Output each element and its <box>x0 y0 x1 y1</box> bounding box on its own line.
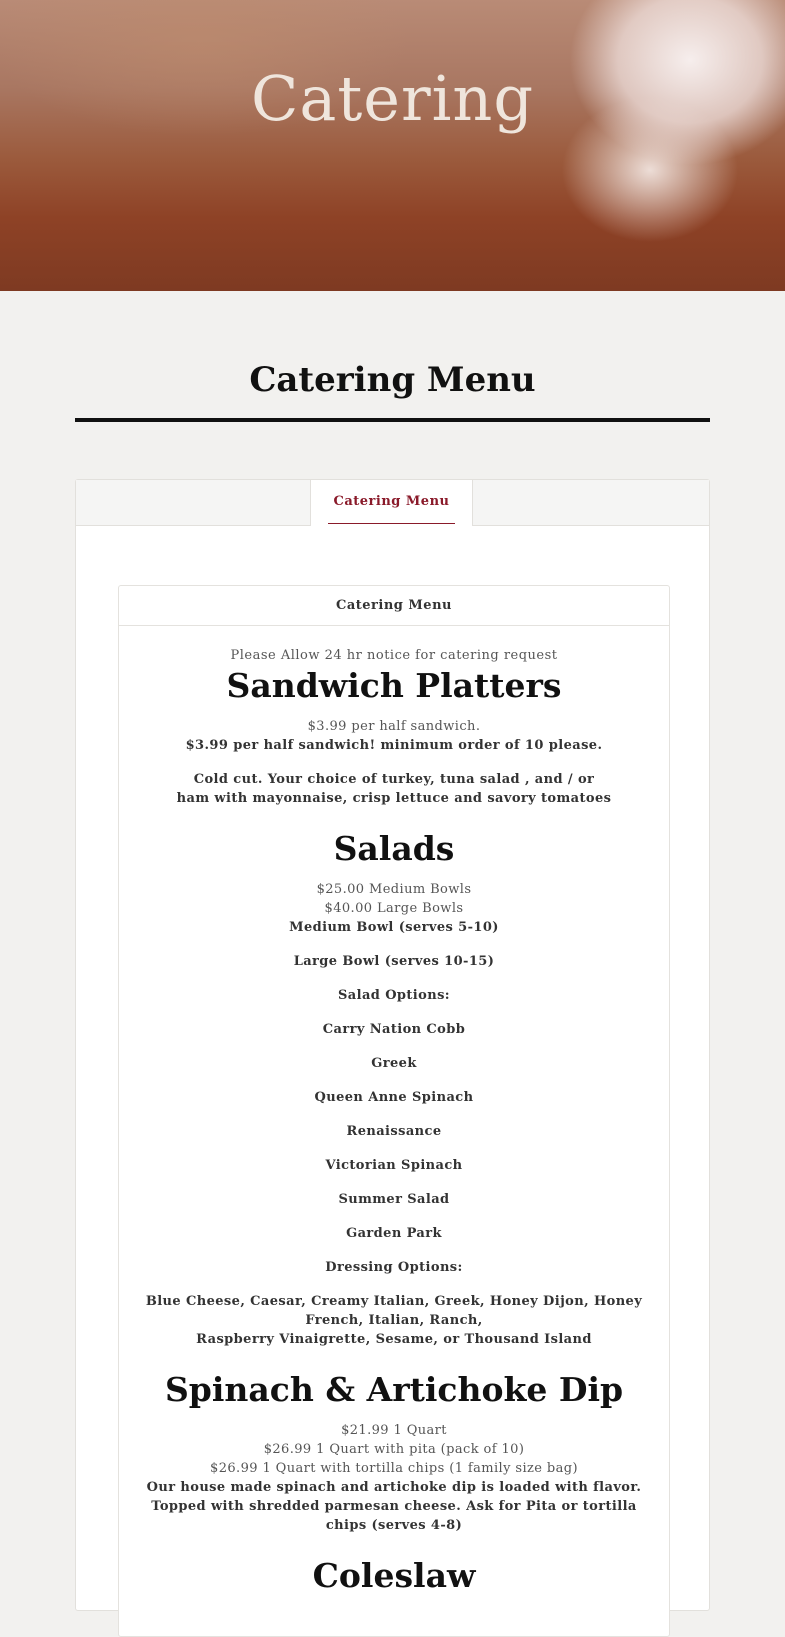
menu-card <box>118 585 670 1637</box>
salad-size: Medium Bowl (serves 5-10) <box>289 920 499 935</box>
tab-bar <box>76 480 709 526</box>
salad-size: Large Bowl (serves 10-15) <box>293 954 495 969</box>
salad-option: Renaissance <box>346 1124 442 1139</box>
dressing-options-heading: Dressing Options: <box>325 1260 463 1275</box>
item-description: Cold cut. Your choice of turkey, tuna salad , and / or ham with mayonnaise, crisp lettuce and savory tomatoes <box>176 772 612 806</box>
tabs-panel <box>75 479 710 1611</box>
salad-option: Queen Anne Spinach <box>314 1090 474 1105</box>
salad-option: Victorian Spinach <box>325 1158 463 1173</box>
price: $26.99 1 Quart with tortilla chips (1 family size bag) <box>210 1461 578 1476</box>
price: $26.99 1 Quart with pita (pack of 10) <box>263 1442 525 1457</box>
salad-option: Carry Nation Cobb <box>322 1022 466 1037</box>
salad-option: Summer Salad <box>338 1192 450 1207</box>
hero-banner <box>0 0 785 291</box>
price: $25.00 Medium Bowls <box>316 882 472 897</box>
tab-catering-menu[interactable] <box>310 480 473 526</box>
dressing-list: Raspberry Vinaigrette, Sesame, or Thousand Island <box>196 1332 592 1347</box>
card-body <box>119 626 669 1597</box>
dressing-list: Blue Cheese, Caesar, Creamy Italian, Greek, Honey Dijon, Honey French, Italian, Ranch, <box>145 1294 643 1328</box>
notice-text: Please Allow 24 hr notice for catering request <box>230 648 558 663</box>
tab-label: Catering Menu <box>333 494 450 509</box>
item-description: Our house made spinach and artichoke dip is loaded with flavor. Topped with shredded parmesan cheese. Ask for Pita or tortilla chips (serves 4-8) <box>146 1480 642 1533</box>
active-tab-indicator <box>328 523 455 524</box>
card-header: Catering Menu <box>119 586 669 626</box>
salad-option: Greek <box>371 1056 417 1071</box>
salad-option: Garden Park <box>346 1226 442 1241</box>
price: $40.00 Large Bowls <box>324 901 464 916</box>
item-detail: $3.99 per half sandwich! minimum order of 10 please. <box>185 738 603 753</box>
price: $21.99 1 Quart <box>341 1423 447 1438</box>
hero-title: Catering <box>250 62 535 135</box>
item-title-salads: Salads <box>333 829 455 868</box>
price: $3.99 per half sandwich. <box>307 719 481 734</box>
section-title: Catering Menu <box>249 360 536 400</box>
salad-options-heading: Salad Options: <box>338 988 450 1003</box>
item-title-sandwich: Sandwich Platters <box>226 666 562 705</box>
item-title-coleslaw: Coleslaw <box>312 1556 476 1595</box>
item-title-dip: Spinach & Artichoke Dip <box>164 1370 624 1409</box>
section-divider <box>75 418 710 422</box>
